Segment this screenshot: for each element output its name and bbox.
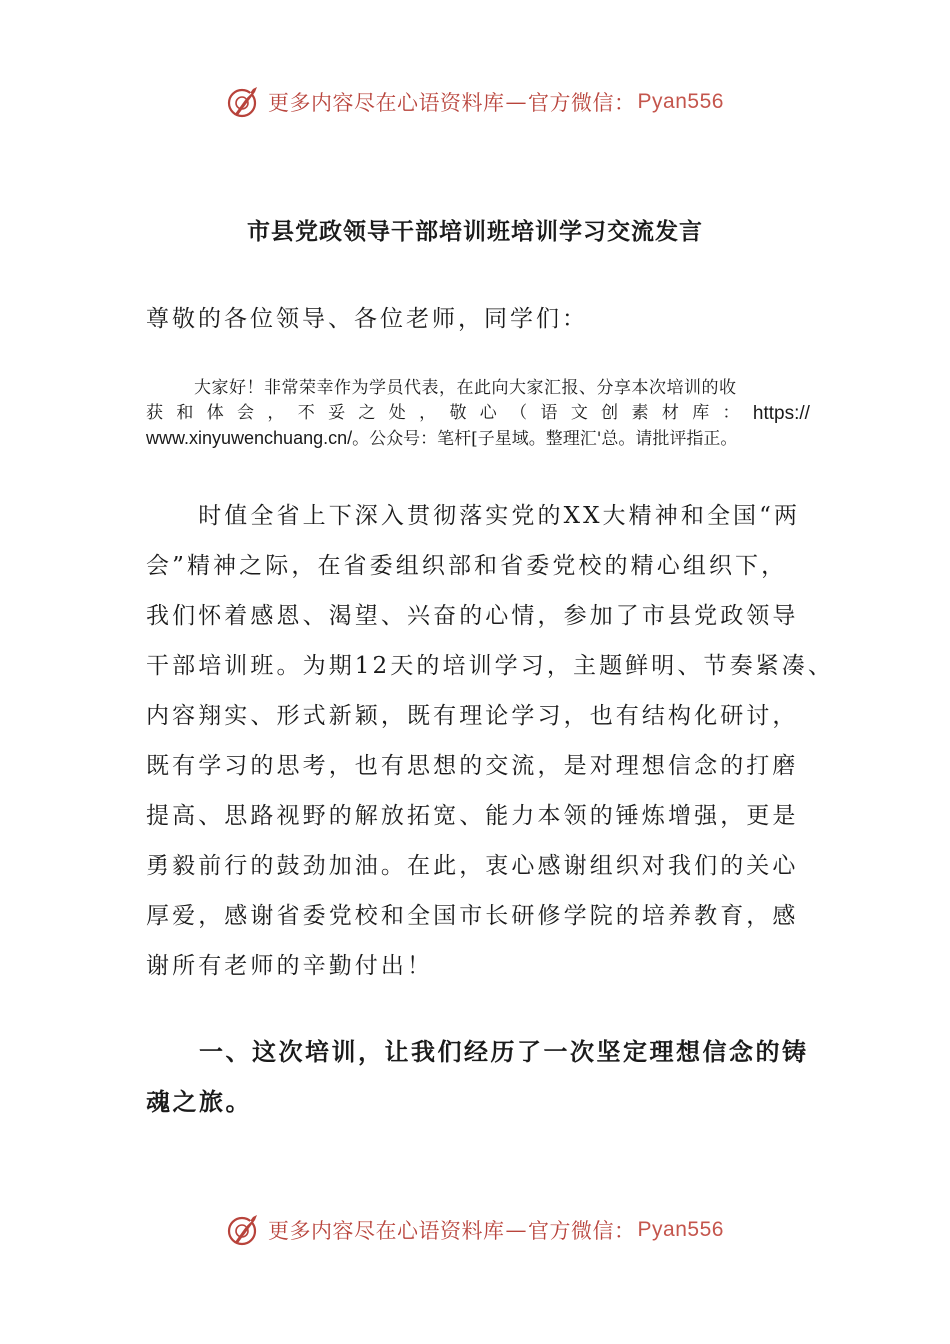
intro-line-3: [146, 426, 810, 452]
intro-char: （: [510, 403, 528, 423]
intro-line-1: 大家好！非常荣幸作为学员代表，在此向大家汇报、分享本次培训的收: [194, 378, 737, 398]
intro-char: 库: [692, 403, 710, 423]
intro-char: 创: [601, 403, 619, 423]
intro-paragraph: [146, 376, 810, 452]
paragraph-line: 内容翔实、形式新颖，既有理论学习，也有结构化研讨，: [146, 703, 799, 729]
banner-text: 更多内容尽在心语资料库: [268, 91, 505, 115]
banner-dash: —: [505, 1218, 528, 1242]
quill-logo-icon: [226, 84, 262, 120]
banner-dash: —: [505, 90, 528, 114]
intro-char: 会: [237, 403, 255, 423]
paragraph-line: 厚爱，感谢省委党校和全国市长研修学院的培养教育，感: [146, 903, 799, 929]
intro-char: 语: [540, 403, 558, 423]
section-heading-line: 魂之旅。: [146, 1088, 252, 1116]
paragraph-line: 勇毅前行的鼓劲加油。在此，衷心感谢组织对我们的关心: [146, 853, 799, 879]
intro-char: 敬: [449, 403, 467, 423]
paragraph-line: 会”精神之际，在省委组织部和省委党校的精心组织下，: [146, 553, 788, 579]
intro-line-2: [146, 401, 810, 426]
paragraph-line: 谢所有老师的辛勤付出！: [146, 953, 434, 979]
intro-char: 文: [570, 403, 588, 423]
section-heading-line: 一、这次培训，让我们经历了一次坚定理想信念的铸: [146, 1038, 809, 1066]
paragraph-line: 干部培训班。为期12天的培训学习，主题鲜明、节奏紧凑、: [146, 653, 834, 679]
banner-wechat-id: Pyan556: [637, 1218, 724, 1241]
intro-char: ，: [419, 403, 437, 423]
document-title: 市县党政领导干部培训班培训学习交流发言: [247, 219, 703, 245]
banner-official: 官方微信：: [528, 91, 636, 115]
paragraph-line: 我们怀着感恩、渴望、兴奋的心情，参加了市县党政领导: [146, 603, 799, 629]
intro-char: 和: [176, 403, 194, 423]
footer-banner: [0, 1212, 950, 1248]
intro-char: 获: [146, 403, 163, 423]
intro-char: 妥: [328, 403, 346, 423]
intro-char: 素: [631, 403, 649, 423]
banner-official: 官方微信：: [528, 1219, 636, 1243]
intro-char: ，: [267, 403, 285, 423]
intro-line-3-text: 。公众号：笔杆[子星域。整理汇'总。请批评指正。: [352, 429, 738, 449]
quill-logo-icon: [226, 1212, 262, 1248]
intro-char: 处: [388, 403, 406, 423]
intro-char: ：: [722, 403, 740, 423]
intro-char: 不: [297, 403, 315, 423]
banner-text: 更多内容尽在心语资料库: [268, 1219, 505, 1243]
paragraph-line: 既有学习的思考，也有思想的交流，是对理想信念的打磨: [146, 753, 799, 779]
greeting: 尊敬的各位领导、各位老师，同学们：: [146, 306, 588, 332]
paragraph-line: 时值全省上下深入贯彻落实党的XX大精神和全国“两: [146, 503, 801, 529]
intro-char: 体: [206, 403, 224, 423]
intro-char: 之: [358, 403, 376, 423]
intro-url-rest: www.xinyuwenchuang.cn/: [146, 428, 353, 448]
header-banner: [0, 84, 950, 120]
paragraph-line: 提高、思路视野的解放拓宽、能力本领的锤炼增强，更是: [146, 803, 799, 829]
intro-url-start: https://: [752, 403, 810, 424]
banner-wechat-id: Pyan556: [637, 90, 724, 113]
intro-char: 材: [661, 403, 679, 423]
intro-char: 心: [479, 403, 497, 423]
